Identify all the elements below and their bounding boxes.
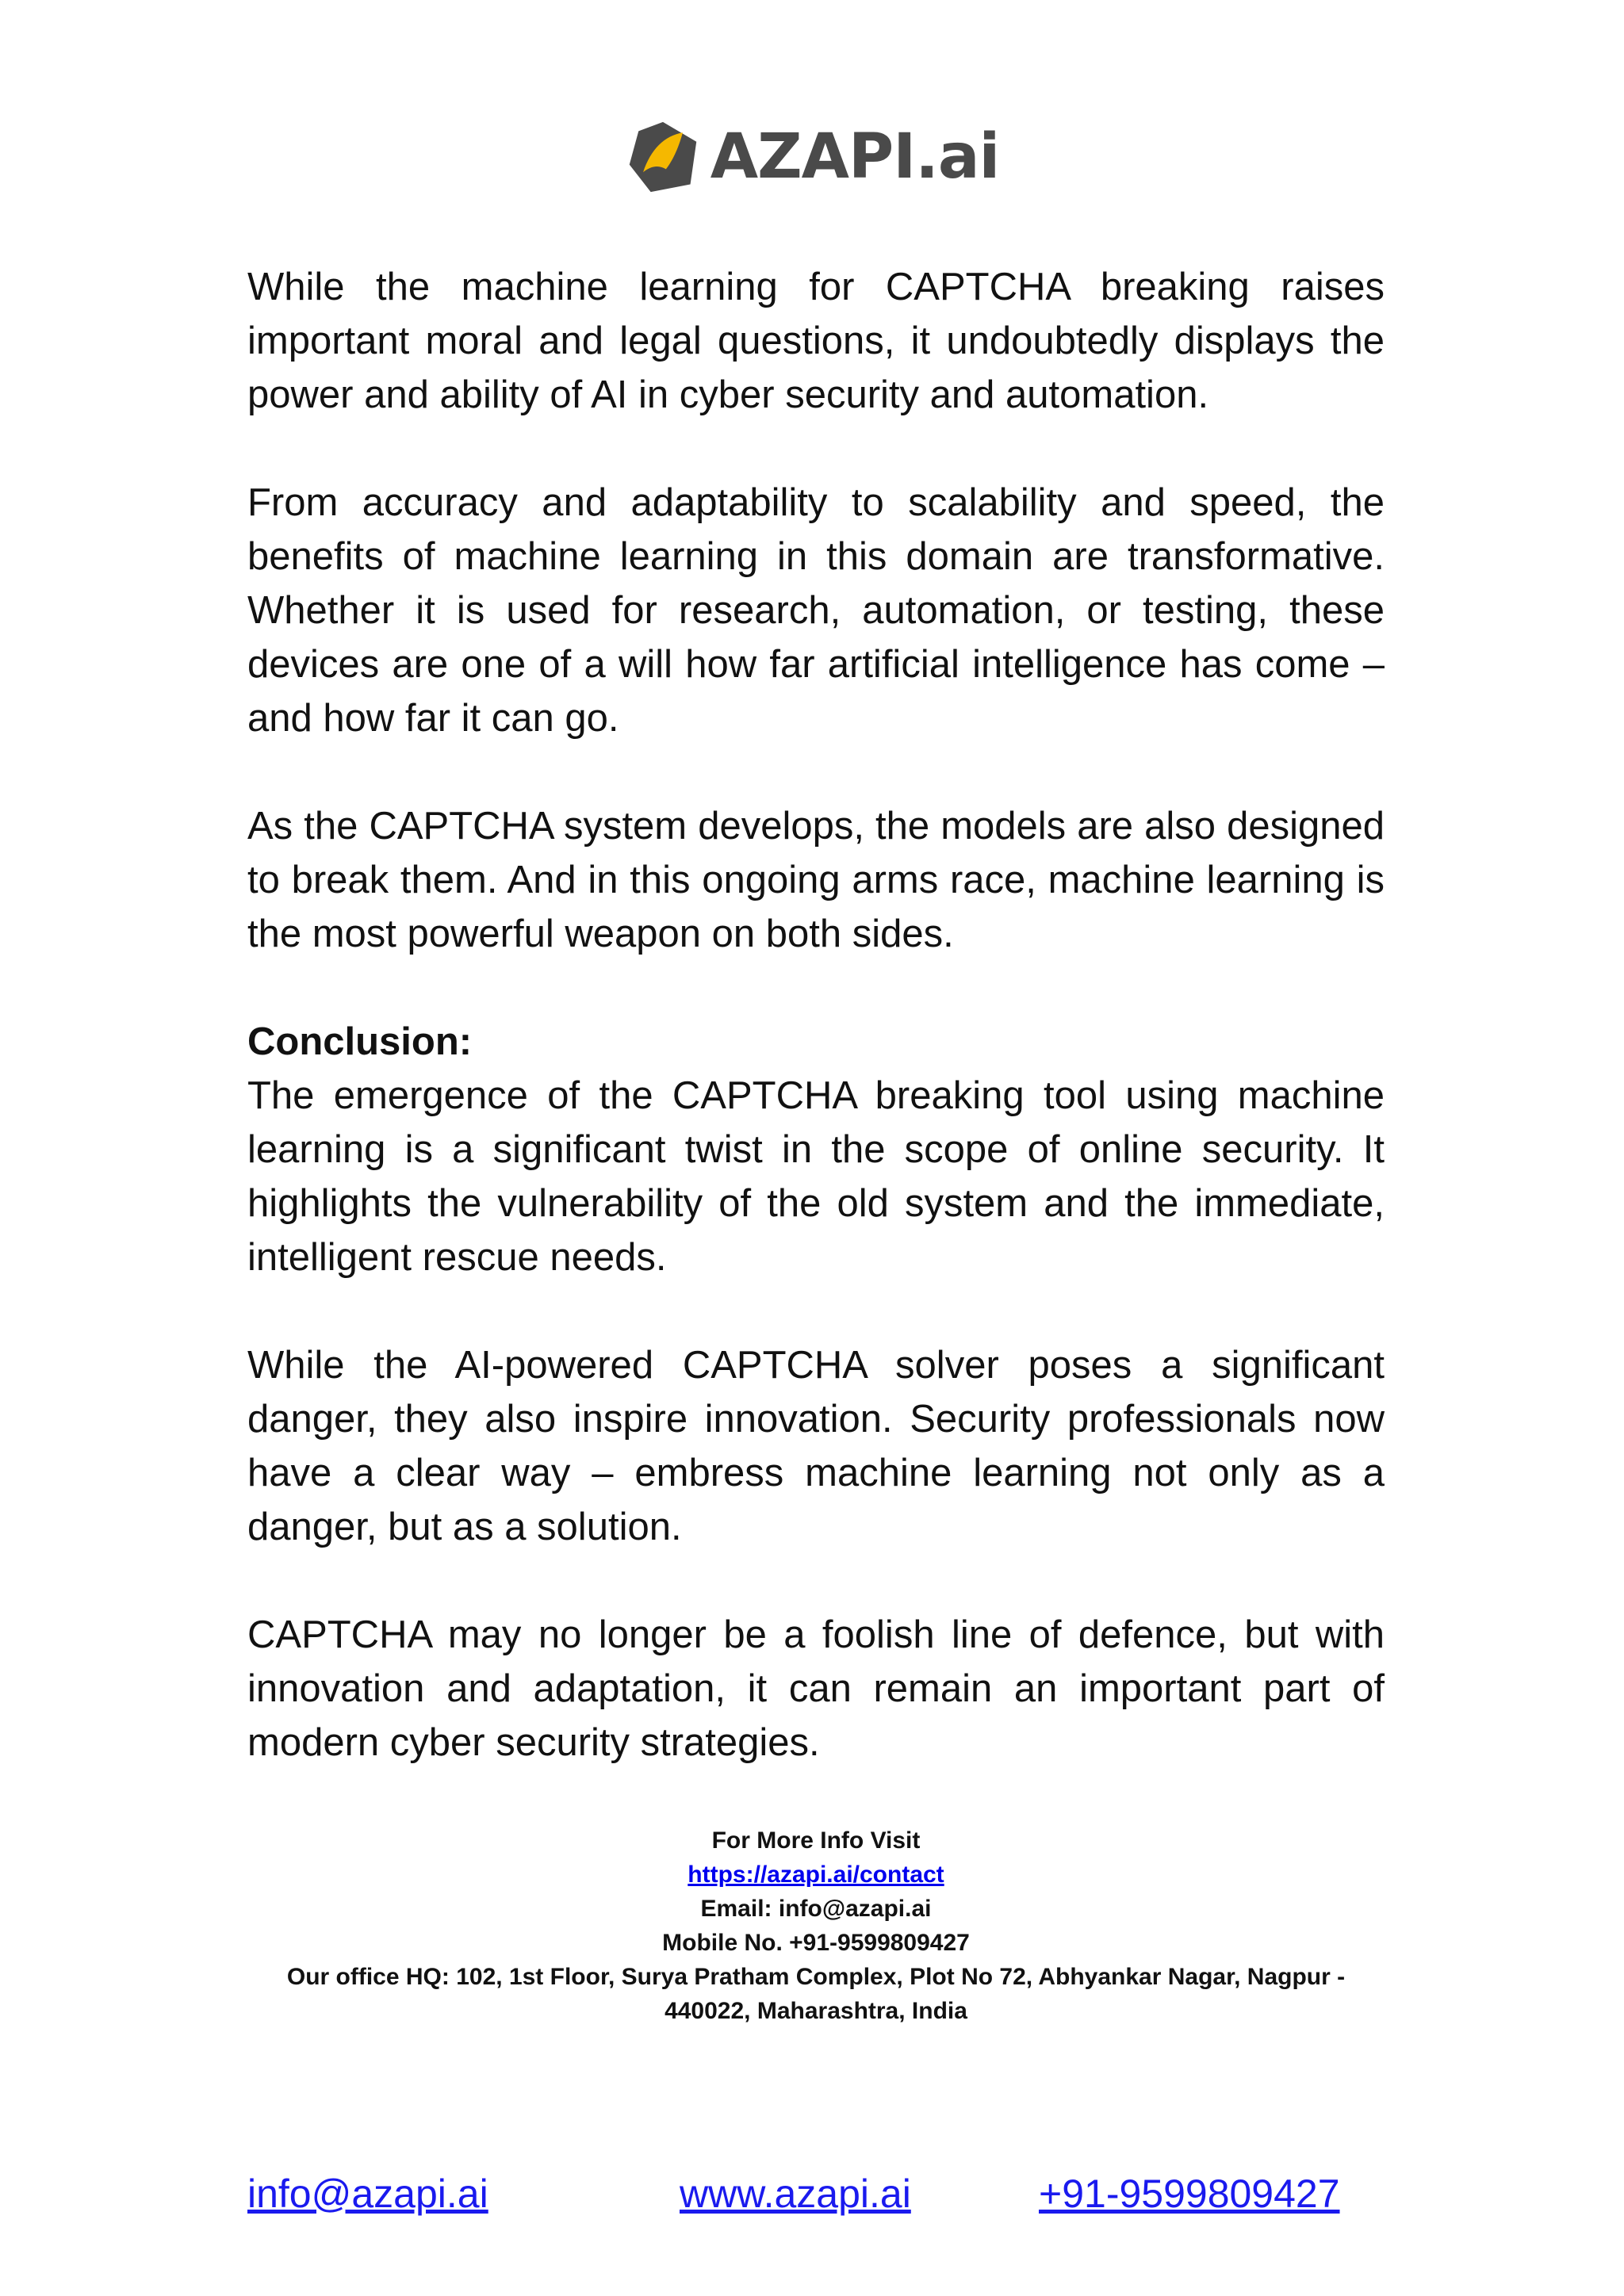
office-address-line-1: Our office HQ: 102, 1st Floor, Surya Pratham Complex, Plot No 72, Abhyankar Nagar, Nagpur - [286, 1964, 1346, 1990]
phone-link[interactable]: +91-9599809427 [1039, 2172, 1340, 2216]
article-body [247, 260, 1385, 1770]
paragraph: From accuracy and adaptability to scalability and speed, the benefits of machine learning in this domain are transformative. Whether it is used for research, automation, or testing, these devices are one of a will how far artificial intelligence has come – and how far it can go. [247, 481, 1385, 740]
email-line: Email: info@azapi.ai [700, 1896, 932, 1922]
paragraph: While the machine learning for CAPTCHA breaking raises important moral and legal questions, it undoubtedly displays the power and ability of AI in cyber security and automation. [247, 266, 1385, 416]
contact-bar [247, 2166, 1389, 2221]
paragraph: While the AI-powered CAPTCHA solver poses a significant danger, they also inspire innovation. Security professionals now have a clear way – embress machine learning not only as a danger, but as a solution. [247, 1344, 1385, 1548]
more-info-label: For More Info Visit [711, 1827, 921, 1854]
paragraph: As the CAPTCHA system develops, the models are also designed to break them. And in this ongoing arms race, machine learning is the most powerful weapon on both sides. [247, 805, 1385, 955]
company-logo [0, 119, 1624, 195]
mobile-line: Mobile No. +91-9599809427 [662, 1930, 970, 1956]
paragraph: CAPTCHA may no longer be a foolish line of defence, but with innovation and adaptation, it can remain an important part of modern cyber security strategies. [247, 1613, 1385, 1764]
azapi-logo-icon [625, 119, 701, 195]
contact-page-link[interactable]: https://azapi.ai/contact [688, 1862, 944, 1888]
logo-text: AZAPI.ai [710, 121, 1000, 193]
email-link[interactable]: info@azapi.ai [247, 2172, 488, 2216]
website-link[interactable]: www.azapi.ai [680, 2172, 911, 2216]
office-address-line-2: 440022, Maharashtra, India [665, 1998, 967, 2024]
footer-contact-info [247, 1823, 1385, 2028]
paragraph: The emergence of the CAPTCHA breaking tool using machine learning is a significant twist in the scope of online security. It highlights the vulnerability of the old system and the immediate, intelligent rescue needs. [247, 1074, 1385, 1279]
conclusion-heading: Conclusion: [247, 1020, 473, 1063]
